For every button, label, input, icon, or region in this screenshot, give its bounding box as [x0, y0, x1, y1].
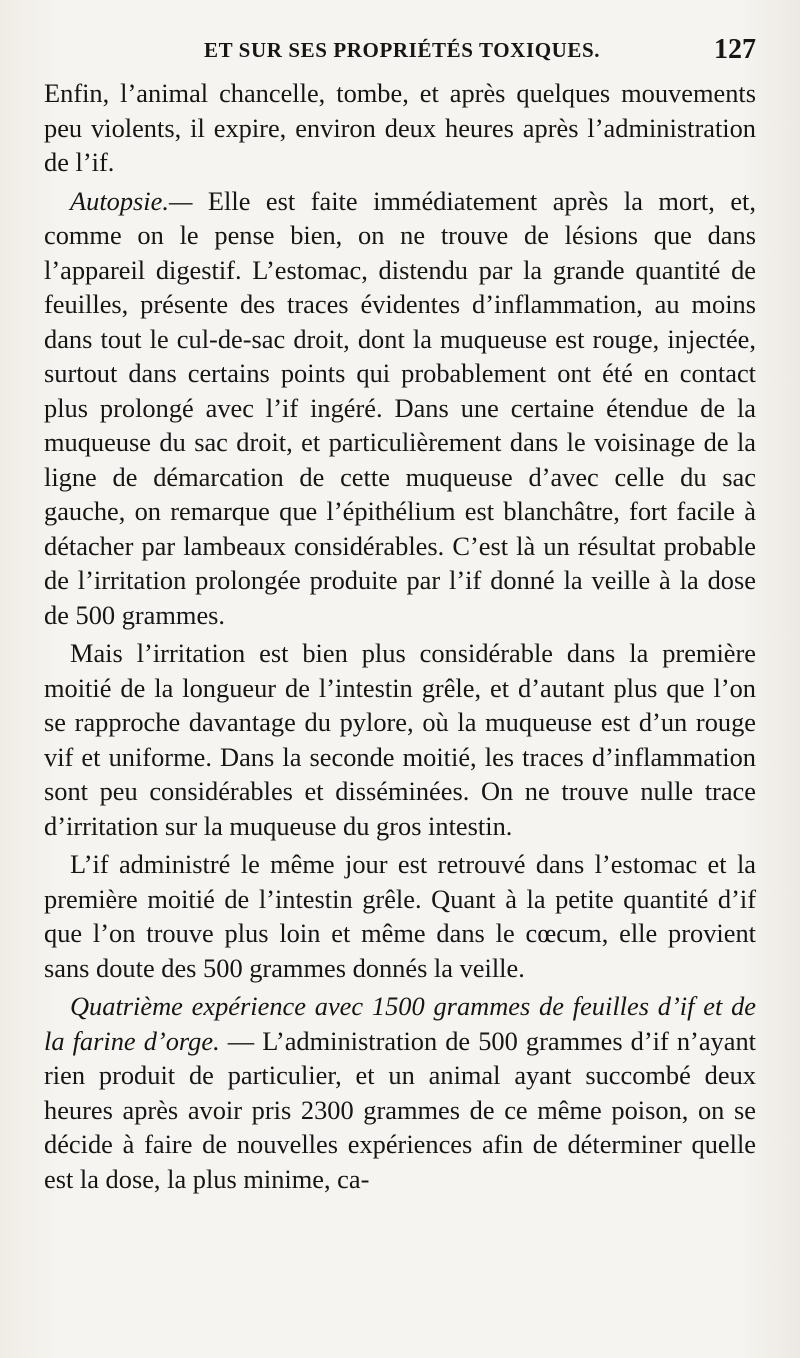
experiment-heading: Quatrième expérience avec 1500 grammes de feuilles d’if et de la farine d’orge.	[44, 991, 756, 1056]
paragraph-autopsy	[44, 184, 756, 633]
paragraph-conclusion	[44, 76, 756, 180]
paragraph-if-found	[44, 847, 756, 985]
page-number: 127	[714, 34, 756, 65]
paragraph-text: Elle est faite immédiatement après la mort, et, comme on le pense bien, on ne trouve de lésions que dans l’appareil digestif. L’estomac, distendu par la grande quantité de feuilles, présente des traces évidentes d’inflammation, au moins dans tout le cul-de-sac droit, dont la muqueuse est rouge, injectée, surtout dans certains points qui probablement ont été en contact plus prolongé avec l’if ingéré. Dans une certaine étendue de la muqueuse du sac droit, et particulièrement dans le voisinage de la ligne de démarcation de cette muqueuse d’avec celle du sac gauche, on remarque que l’épithélium est blanchâtre, fort facile à détacher par lambeaux considérables. C’est là un résultat probable de l’irritation prolongée produite par l’if donné la veille à la dose de 500 grammes.	[44, 185, 756, 630]
autopsy-label: Autopsie.—	[70, 185, 193, 216]
paragraph-text: L’if administré le même jour est retrouvé dans l’estomac et la première moitié de l’intestin grêle. Quant à la petite quantité d’if que l’on trouve plus loin et même dans le cœcum, elle provient sans doute des 500 grammes donnés la veille.	[44, 849, 756, 983]
running-title: ET SUR SES PROPRIÉTÉS TOXIQUES.	[204, 38, 601, 62]
body-text	[44, 76, 756, 1200]
page-header	[44, 34, 756, 68]
paragraph-text: Mais l’irritation est bien plus considérable dans la première moitié de la longueur de l’intestin grêle, et d’autant plus que l’on se rapproche davantage du pylore, où la muqueuse est d’un rouge vif et uniforme. Dans la seconde moitié, les traces d’inflammation sont peu considérables et disséminées. On ne trouve nulle trace d’irritation sur la muqueuse du gros intestin.	[44, 638, 756, 841]
paragraph-text: Enfin, l’animal chancelle, tombe, et après quelques mouvements peu violents, il expire, environ deux heures après l’administration de l’if.	[44, 78, 756, 177]
paragraph-text: — L’administration de 500 grammes d’if n’ayant rien produit de particulier, et un animal ayant succombé deux heures après avoir pris 2300 grammes de ce même poison, on se décide à faire de nouvelles expériences afin de déterminer quelle est la dose, la plus minime, ca-	[44, 1025, 756, 1194]
paragraph-fourth-experiment	[44, 989, 756, 1196]
paragraph-intestine	[44, 636, 756, 843]
